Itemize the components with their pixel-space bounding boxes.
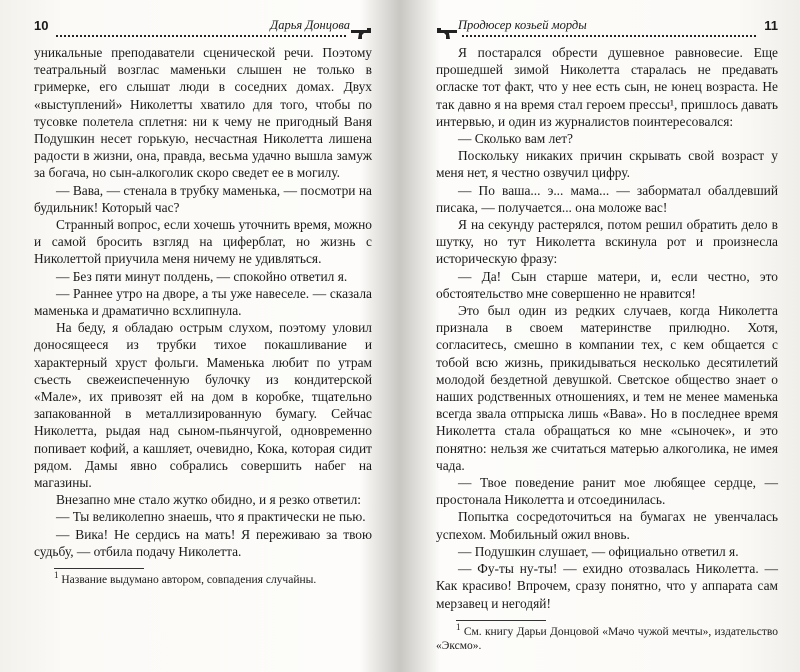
paragraph: — Без пяти минут полдень, — спокойно ответил я.: [56, 268, 348, 284]
right-page: [400, 0, 800, 672]
right-running-head: [436, 18, 778, 44]
paragraph: Я постарался обрести душевное равновесие. Еще прошедшей зимой Николетта старалась не предавать огласке тот факт, что у нее есть сын, не юнец возраста. Не так давно я на время стал героем прессы¹, пришлось давать интервью, и один из журналистов поинтересовался:: [436, 45, 778, 129]
pistol-icon: [436, 27, 458, 41]
left-running-head: [34, 18, 372, 44]
paragraph: На беду, я обладаю острым слухом, поэтому уловил доносящееся из трубки тихое покашливание и характерный хруст фольги. Маменька любит по утрам съесть свежеиспеченную булочку из кондитерской «Мале», их привозят ей на дом в коробке, тщательно запакованной в металлизированную бумагу. Сейчас Николетта, рыдая над сыном-пьянчугой, одновременно попивает кофий, а кашляет, очевидно, Кока, которая сидит рядом. Дамы явно собрались совершить набег на магазины.: [34, 320, 372, 491]
paragraph: — Вика! Не сердись на мать! Я переживаю за твою судьбу, — отбила подачу Николетта.: [34, 526, 372, 559]
right-head-title: Продюсер козьей морды: [458, 18, 587, 32]
paragraph: Попытка сосредоточиться на бумагах не увенчалась успехом. Мобильный ожил вновь.: [436, 509, 778, 542]
paragraph: — Сколько вам лет?: [458, 131, 574, 147]
paragraph: — Подушкин слушает, — официально ответил я.: [458, 543, 739, 559]
paragraph: — Да! Сын старше матери, и, если честно, это обстоятельство мне совершенно не нравится!: [436, 268, 778, 301]
right-body-text: [436, 44, 778, 612]
footnote-marker: 1: [456, 621, 461, 632]
paragraph: Это был один из редких случаев, когда Николетта признала в своем материнстве прилюдно. Хотя, согласитесь, смешно в компании тех, с кем общается с тобой всю жизнь, прикидываться несколько десятилетий молодой бездетной девушкой. Светское общество знает о наших родственных отношениях, и тем не менее маменька всегда звала отпрыска лишь «Вава». Но в последнее время Николетта стала обращаться ко мне «сыночек», и это понятно: нельзя же считаться матерью алкоголика, не имея чада.: [436, 303, 778, 473]
paragraph: — Твое поведение ранит мое любящее сердце, — простонала Николетта и отсоединилась.: [436, 475, 778, 508]
right-dotted-rule: [462, 35, 756, 37]
paragraph: — Ты великолепно знаешь, что я практически не пью.: [56, 509, 366, 525]
pistol-icon: [350, 27, 372, 41]
paragraph: — По ваша... э... мама... — заборматал обалдевший писака, — получается... она моложе вас!: [436, 182, 778, 215]
paragraph: Поскольку никаких причин скрывать свой возраст у меня нет, я честно озвучил цифру.: [436, 148, 778, 181]
left-dotted-rule: [56, 35, 346, 37]
paragraph: Странный вопрос, если хочешь уточнить время, можно и самой бросить взгляд на циферблат, но жизнь с Николеттой приучила меня ничему не удивляться.: [34, 217, 372, 267]
right-footnote: [436, 621, 778, 653]
footnote-text: См. книгу Дарьи Донцовой «Мачо чужой мечты», издательство «Эксмо».: [436, 625, 778, 652]
paragraph: уникальные преподаватели сценической речи. Поэтому театральный возглас маменьки слышен не только в гримерке, его слышат люди в соседних домах. Двух «выступлений» Николетты хватило для того, чтобы по тусовке полетела сплетня: ни к чему не пригодный Ваня Подушкин несет горькую, несчастная Николетта лишена радости в жизни, она, правда, весьма удачно вышла замуж за богача, но сын-алкоголик скоро сведет ее в могилу.: [34, 45, 372, 181]
right-footnote-rule: [456, 620, 546, 621]
left-footnote: [34, 570, 372, 587]
paragraph: — Фу-ты ну-ты! — ехидно отозвалась Николетта. — Как красиво! Впрочем, сразу понятно, что у аппарата сам мерзавец и негодяй!: [436, 561, 778, 611]
left-page-number: 10: [34, 18, 49, 33]
left-body-text: [34, 44, 372, 560]
paragraph: Я на секунду растерялся, потом решил обратить дело в шутку, но тут Николетта вскинула рот и произнесла историческую фразу:: [436, 217, 778, 267]
footnote-marker: 1: [54, 570, 59, 581]
paragraph: Внезапно мне стало жутко обидно, и я резко ответил:: [56, 492, 361, 508]
paragraph: — Вава, — стенала в трубку маменька, — посмотри на будильник! Который час?: [34, 182, 372, 215]
right-page-number: 11: [764, 18, 778, 33]
left-head-title: Дарья Донцова: [270, 18, 350, 32]
left-footnote-rule: [54, 568, 144, 569]
footnote-text: Название выдумано автором, совпадения случайны.: [61, 574, 317, 587]
paragraph: — Раннее утро на дворе, а ты уже навеселе. — сказала маменька и драматично всхлипнула.: [34, 285, 372, 319]
